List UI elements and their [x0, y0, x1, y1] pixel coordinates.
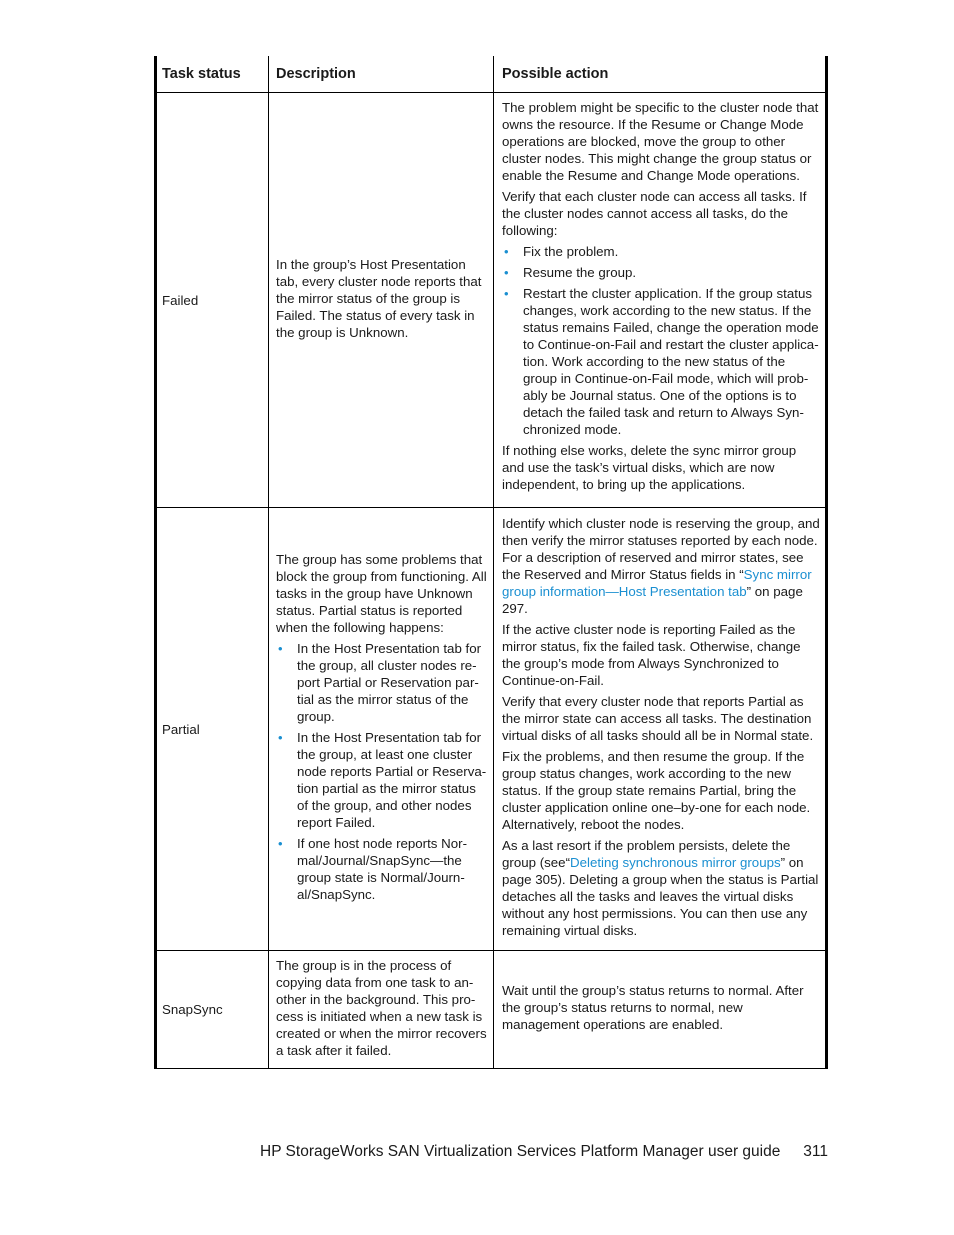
action-paragraph — [502, 837, 821, 939]
header-possible-action: Possible action — [502, 65, 609, 82]
header-description: Description — [269, 56, 494, 92]
action-text: ” on page 297. — [502, 584, 803, 616]
header-task-status: Task status — [157, 56, 269, 92]
action-text: As a last resort if the problem persists, delete the group (see“ — [502, 838, 791, 870]
list-item: • Fix the problem. — [502, 243, 821, 260]
action-cell — [494, 93, 825, 507]
action-paragraph: If nothing else works, delete the sync mirror group and use the task’s virtual disks, which are now independent, to bring up the applications. — [502, 443, 797, 492]
action-paragraph: Fix the problems, and then resume the group. If the group status changes, work according to the new status. If the group state remains Partial, bring the cluster application online one–by-one for each node. Alternatively, reboot the nodes. — [502, 749, 811, 832]
page-footer — [260, 1143, 828, 1161]
task-status-table — [154, 56, 828, 1069]
deleting-sync-mirror-groups-link[interactable]: Deleting synchronous mirror groups — [570, 855, 781, 870]
table-row-partial — [157, 508, 825, 951]
description-cell — [269, 508, 494, 950]
action-paragraph: If the active cluster node is reporting Failed as the mirror status, fix the failed task. Otherwise, change the group’s mode from Always Synchronized to Continue-on-Fail. — [502, 622, 801, 688]
action-text: Identify which cluster node is reserving the group, and then verify the mirror statuses reported by each node. For a description of reserved and mirror states, see the Reserved and Mirror Status fields in “ — [502, 516, 820, 582]
list-item: • If one host node reports Nor-mal/Journal/SnapSync—the group state is Normal/Journ-al/SnapSync. — [276, 835, 487, 903]
description-bullet-list — [276, 640, 487, 903]
list-item: • In the Host Presentation tab for the group, all cluster nodes re-port Partial or Reservation par-tial as the mirror status of the group. — [276, 640, 487, 725]
action-paragraph — [502, 515, 821, 617]
footer-title: HP StorageWorks SAN Virtualization Services Platform Manager user guide — [260, 1143, 781, 1160]
description-text: In the group’s Host Presentation tab, every cluster node reports that the mirror status of the group is Failed. The status of every task in the group is Unknown. — [276, 256, 482, 340]
sync-mirror-group-info-link[interactable]: Sync mirror group information—Host Presentation tab — [502, 567, 812, 599]
description-cell — [269, 93, 494, 507]
table-header-row — [157, 56, 825, 93]
action-cell — [494, 951, 825, 1068]
table-row-failed — [157, 93, 825, 508]
action-paragraph: Wait until the group’s status returns to normal. After the group’s status returns to normal, new management operations are enabled. — [502, 983, 804, 1032]
description-text: The group has some problems that block the group from functioning. All tasks in the group have Unknown status. Partial status is reported when the following happens: — [276, 552, 487, 635]
page-number: 311 — [803, 1143, 828, 1160]
status-cell: Failed — [157, 93, 269, 507]
list-item: • Restart the cluster application. If the group status changes, work according to the new status. If the status remains Failed, change the operation mode to Continue-on-Fail and restart the cluster applica-tion. Work according to the new status of the group in Continue-on-Fail mode, which will prob-ably be Journal status. One of the options is to detach the failed task and return to Always Syn-chronized mode. — [502, 285, 821, 438]
status-cell: SnapSync — [157, 951, 269, 1068]
action-paragraph: The problem might be specific to the cluster node that owns the resource. If the Resume or Change Mode operations are blocked, move the group to other cluster nodes. This might change the group status or enable the Resume and Change Mode operations. — [502, 100, 819, 183]
description-text: The group is in the process of copying data from one task to an-other in the background. This pro-cess is initiated when a new task is created or when the mirror recovers a task after it failed. — [276, 957, 487, 1058]
list-item: • Resume the group. — [502, 264, 821, 281]
action-cell — [494, 508, 825, 950]
action-text: ” on page 305). Deleting a group when the status is Partial detaches all the tasks and leaves the virtual disks without any host permissions. You can then use any remaining virtual disks. — [502, 855, 819, 938]
action-paragraph: Verify that every cluster node that reports Partial as the mirror state can access all tasks. The destination virtual disks of all tasks should all be in Normal state. — [502, 694, 814, 743]
description-cell — [269, 951, 494, 1068]
action-bullet-list — [502, 243, 821, 438]
list-item: • In the Host Presentation tab for the group, at least one cluster node reports Partial or Reserva-tion partial as the mirror status of the group, and other nodes report Failed. — [276, 729, 487, 831]
table-row-snapsync — [157, 951, 825, 1069]
status-cell: Partial — [157, 508, 269, 950]
action-paragraph: Verify that each cluster node can access all tasks. If the cluster nodes cannot access all tasks, do the following: — [502, 189, 807, 238]
